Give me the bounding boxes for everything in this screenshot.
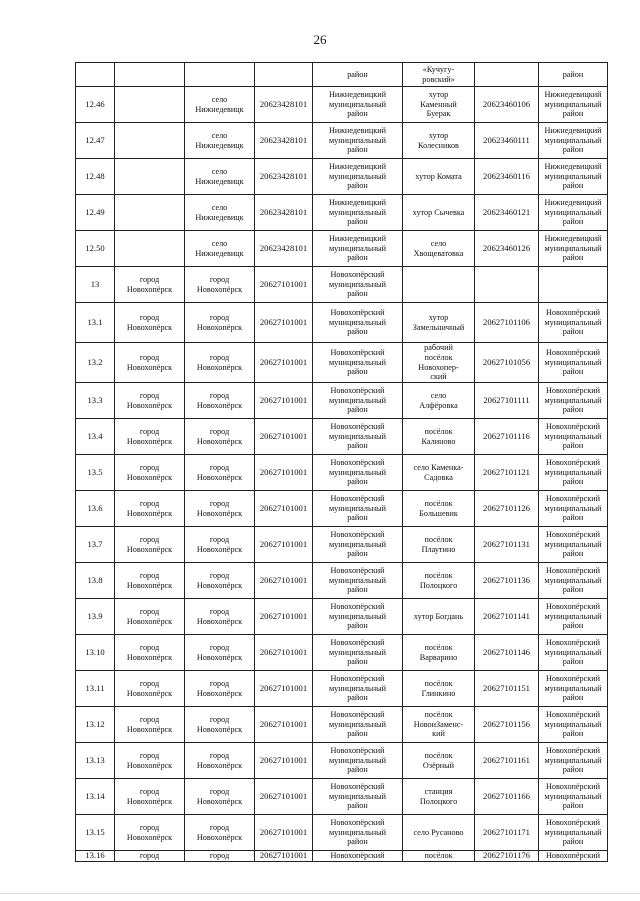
district-cell: Новохопёрский муниципальный район [313, 455, 403, 491]
district-cell: Новохопёрский муниципальный район [313, 671, 403, 707]
locality-district-cell: Новохопёрский муниципальный район [539, 343, 608, 383]
table-row [76, 63, 608, 87]
settlement-cell: город Новохопёрск [185, 815, 255, 851]
locality-district-cell: Новохопёрский муниципальный район [539, 527, 608, 563]
row-number-cell: 13.9 [76, 599, 115, 635]
municipality-cell: город Новохопёрск [115, 267, 185, 303]
locality-district-cell: Новохопёрский муниципальный район [539, 419, 608, 455]
locality-cell: село Каменка- Садовка [403, 455, 475, 491]
settlement-cell: село Нижнедевицк [185, 195, 255, 231]
settlement-cell: город Новохопёрск [185, 743, 255, 779]
settlement-cell: село Нижнедевицк [185, 123, 255, 159]
settlement-code-cell: 20627101001 [255, 779, 313, 815]
settlement-code-cell: 20627101001 [255, 343, 313, 383]
locality-cell: хутор Комата [403, 159, 475, 195]
municipality-cell: город Новохопёрск [115, 343, 185, 383]
settlement-code-cell: 20623428101 [255, 195, 313, 231]
row-number-cell: 13.1 [76, 303, 115, 343]
district-cell: Новохопёрский муниципальный район [313, 779, 403, 815]
page-number: 26 [313, 32, 327, 47]
district-cell: Новохопёрский муниципальный район [313, 707, 403, 743]
locality-district-cell: Новохопёрский муниципальный район [539, 671, 608, 707]
locality-code-cell: 20623460121 [475, 195, 539, 231]
municipality-cell [115, 159, 185, 195]
locality-district-cell: Новохопёрский муниципальный район [539, 563, 608, 599]
municipality-cell: город Новохопёрск [115, 563, 185, 599]
locality-code-cell: 20627101136 [475, 563, 539, 599]
locality-cell: село Алфёровка [403, 383, 475, 419]
table-row [76, 195, 608, 231]
municipality-cell [115, 123, 185, 159]
row-number-cell: 13.6 [76, 491, 115, 527]
settlement-cell: город Новохопёрск [185, 419, 255, 455]
settlement-cell: село Нижнедевицк [185, 87, 255, 123]
locality-district-cell: Нижнедевицкий муниципальный район [539, 159, 608, 195]
locality-district-cell: Новохопёрский муниципальный район [539, 599, 608, 635]
municipality-cell: город Новохопёрск [115, 527, 185, 563]
locality-district-cell [539, 267, 608, 303]
locality-code-cell: 20627101151 [475, 671, 539, 707]
locality-code-cell: 20627101126 [475, 491, 539, 527]
settlement-cell: город Новохопёрск [185, 527, 255, 563]
row-number-cell: 13.3 [76, 383, 115, 419]
settlement-cell: город [185, 851, 255, 862]
row-number-cell: 13.5 [76, 455, 115, 491]
table-row [76, 419, 608, 455]
settlement-cell: город Новохопёрск [185, 779, 255, 815]
table-row [76, 635, 608, 671]
settlement-code-cell: 20623428101 [255, 159, 313, 195]
locality-code-cell: 20627101156 [475, 707, 539, 743]
district-cell: Нижнедевицкий муниципальный район [313, 195, 403, 231]
row-number-cell: 12.47 [76, 123, 115, 159]
municipality-cell: город Новохопёрск [115, 743, 185, 779]
municipality-cell: город Новохопёрск [115, 707, 185, 743]
locality-district-cell: Новохопёрский муниципальный район [539, 635, 608, 671]
table-row [76, 743, 608, 779]
settlement-cell: город Новохопёрск [185, 635, 255, 671]
municipality-cell: город Новохопёрск [115, 303, 185, 343]
row-number-cell: 13 [76, 267, 115, 303]
row-number-cell: 12.48 [76, 159, 115, 195]
locality-code-cell [475, 63, 539, 87]
settlement-code-cell: 20627101001 [255, 383, 313, 419]
settlement-cell: город Новохопёрск [185, 303, 255, 343]
district-cell: Нижнедевицкий муниципальный район [313, 231, 403, 267]
locality-cell: хутор Сычевка [403, 195, 475, 231]
municipality-cell: город Новохопёрск [115, 635, 185, 671]
table-row [76, 343, 608, 383]
table-row [76, 231, 608, 267]
table-row [76, 671, 608, 707]
municipality-cell: город [115, 851, 185, 862]
locality-district-cell: Новохопёрский муниципальный район [539, 815, 608, 851]
municipality-cell [115, 87, 185, 123]
table-row [76, 599, 608, 635]
municipality-cell [115, 195, 185, 231]
locality-code-cell: 20627101121 [475, 455, 539, 491]
table-body [76, 63, 608, 862]
municipality-cell: город Новохопёрск [115, 491, 185, 527]
settlement-cell: город Новохопёрск [185, 671, 255, 707]
row-number-cell: 13.2 [76, 343, 115, 383]
settlement-code-cell: 20627101001 [255, 635, 313, 671]
settlement-code-cell: 20627101001 [255, 671, 313, 707]
row-number-cell: 13.13 [76, 743, 115, 779]
settlement-code-cell [255, 63, 313, 87]
locality-code-cell: 20627101176 [475, 851, 539, 862]
locality-district-cell: Нижнедевицкий муниципальный район [539, 195, 608, 231]
settlement-code-cell: 20623428101 [255, 123, 313, 159]
locality-cell: посёлок Калиново [403, 419, 475, 455]
row-number-cell: 13.16 [76, 851, 115, 862]
locality-district-cell: Новохопёрский муниципальный район [539, 779, 608, 815]
page-bottom-rule [0, 893, 640, 894]
locality-district-cell: Новохопёрский муниципальный район [539, 743, 608, 779]
locality-cell: хутор Колесников [403, 123, 475, 159]
locality-cell: рабочий посёлок Новохопер- ский [403, 343, 475, 383]
municipality-cell [115, 231, 185, 267]
municipality-cell: город Новохопёрск [115, 383, 185, 419]
district-cell: Нижнедевицкий муниципальный район [313, 123, 403, 159]
locality-code-cell: 20627101111 [475, 383, 539, 419]
locality-district-cell: Новохопёрский муниципальный район [539, 707, 608, 743]
locality-cell: хутор Замельничный [403, 303, 475, 343]
locality-cell: посёлок Большевик [403, 491, 475, 527]
settlement-cell: город Новохопёрск [185, 455, 255, 491]
row-number-cell: 13.4 [76, 419, 115, 455]
row-number-cell [76, 63, 115, 87]
district-cell: Новохопёрский муниципальный район [313, 383, 403, 419]
locality-district-cell: Новохопёрский [539, 851, 608, 862]
locality-code-cell: 20627101056 [475, 343, 539, 383]
locality-district-cell: Нижнедевицкий муниципальный район [539, 231, 608, 267]
locality-code-cell: 20623460126 [475, 231, 539, 267]
table-row [76, 779, 608, 815]
district-cell: Новохопёрский муниципальный район [313, 563, 403, 599]
table-row [76, 707, 608, 743]
row-number-cell: 13.11 [76, 671, 115, 707]
table-row [76, 123, 608, 159]
settlement-cell: село Нижнедевицк [185, 159, 255, 195]
row-number-cell: 12.46 [76, 87, 115, 123]
settlement-code-cell: 20627101001 [255, 455, 313, 491]
locality-code-cell: 20627101141 [475, 599, 539, 635]
settlement-cell: город Новохопёрск [185, 707, 255, 743]
settlement-code-cell: 20623428101 [255, 231, 313, 267]
settlement-code-cell: 20627101001 [255, 599, 313, 635]
settlement-code-cell: 20627101001 [255, 707, 313, 743]
locality-district-cell: Нижнедевицкий муниципальный район [539, 123, 608, 159]
municipality-cell: город Новохопёрск [115, 671, 185, 707]
locality-cell: посёлок Глинкино [403, 671, 475, 707]
row-number-cell: 12.49 [76, 195, 115, 231]
row-number-cell: 13.12 [76, 707, 115, 743]
district-cell: Нижнедевицкий муниципальный район [313, 159, 403, 195]
row-number-cell: 13.10 [76, 635, 115, 671]
settlement-code-cell: 20627101001 [255, 527, 313, 563]
table-row [76, 815, 608, 851]
settlement-cell: город Новохопёрск [185, 267, 255, 303]
locality-district-cell: Новохопёрский муниципальный район [539, 491, 608, 527]
district-cell: Новохопёрский муниципальный район [313, 267, 403, 303]
table-row [76, 851, 608, 862]
district-cell: Новохопёрский муниципальный район [313, 303, 403, 343]
municipality-cell: город Новохопёрск [115, 599, 185, 635]
locality-code-cell: 20627101166 [475, 779, 539, 815]
locality-cell: посёлок Плаутино [403, 527, 475, 563]
table-row [76, 303, 608, 343]
locality-cell: посёлок Озёрный [403, 743, 475, 779]
municipality-cell: город Новохопёрск [115, 455, 185, 491]
table-row [76, 159, 608, 195]
locality-code-cell: 20623460116 [475, 159, 539, 195]
table-row [76, 267, 608, 303]
locality-cell: село Русаново [403, 815, 475, 851]
table-row [76, 455, 608, 491]
locality-code-cell: 20627101116 [475, 419, 539, 455]
settlement-code-cell: 20627101001 [255, 419, 313, 455]
table-row [76, 383, 608, 419]
district-cell: Новохопёрский муниципальный район [313, 419, 403, 455]
settlements-table [75, 62, 608, 862]
locality-district-cell: район [539, 63, 608, 87]
locality-district-cell: Новохопёрский муниципальный район [539, 303, 608, 343]
locality-code-cell: 20627101146 [475, 635, 539, 671]
table-row [76, 87, 608, 123]
locality-district-cell: Новохопёрский муниципальный район [539, 455, 608, 491]
settlement-code-cell: 20627101001 [255, 743, 313, 779]
locality-cell: село Хвощеватовка [403, 231, 475, 267]
municipality-cell [115, 63, 185, 87]
locality-cell: посёлок Варварино [403, 635, 475, 671]
row-number-cell: 13.15 [76, 815, 115, 851]
locality-district-cell: Новохопёрский муниципальный район [539, 383, 608, 419]
locality-code-cell: 20627101131 [475, 527, 539, 563]
locality-cell: посёлок Полоцкого [403, 563, 475, 599]
district-cell: Новохопёрский муниципальный район [313, 743, 403, 779]
settlement-cell: город Новохопёрск [185, 491, 255, 527]
locality-code-cell: 20627101106 [475, 303, 539, 343]
locality-cell: посёлок НовоиЗаменс- кий [403, 707, 475, 743]
district-cell: Новохопёрский муниципальный район [313, 599, 403, 635]
table-row [76, 563, 608, 599]
municipality-cell: город Новохопёрск [115, 815, 185, 851]
row-number-cell: 13.8 [76, 563, 115, 599]
settlement-cell: город Новохопёрск [185, 343, 255, 383]
locality-cell [403, 267, 475, 303]
locality-code-cell: 20623460106 [475, 87, 539, 123]
locality-code-cell [475, 267, 539, 303]
district-cell: район [313, 63, 403, 87]
district-cell: Новохопёрский муниципальный район [313, 815, 403, 851]
locality-district-cell: Нижнедевицкий муниципальный район [539, 87, 608, 123]
locality-cell: хутор Богдань [403, 599, 475, 635]
locality-cell: «Кучугу- ровский» [403, 63, 475, 87]
district-cell: Новохопёрский [313, 851, 403, 862]
locality-cell: хутор Каменный Буерак [403, 87, 475, 123]
settlement-code-cell: 20623428101 [255, 87, 313, 123]
row-number-cell: 13.7 [76, 527, 115, 563]
row-number-cell: 12.50 [76, 231, 115, 267]
settlement-code-cell: 20627101001 [255, 267, 313, 303]
municipality-cell: город Новохопёрск [115, 779, 185, 815]
district-cell: Нижнедевицкий муниципальный район [313, 87, 403, 123]
settlement-code-cell: 20627101001 [255, 491, 313, 527]
settlement-code-cell: 20627101001 [255, 851, 313, 862]
settlement-code-cell: 20627101001 [255, 815, 313, 851]
settlement-code-cell: 20627101001 [255, 303, 313, 343]
district-cell: Новохопёрский муниципальный район [313, 635, 403, 671]
district-cell: Новохопёрский муниципальный район [313, 527, 403, 563]
locality-code-cell: 20627101171 [475, 815, 539, 851]
settlement-cell [185, 63, 255, 87]
locality-cell: станция Полоцкого [403, 779, 475, 815]
row-number-cell: 13.14 [76, 779, 115, 815]
settlement-cell: село Нижнедевицк [185, 231, 255, 267]
settlement-cell: город Новохопёрск [185, 563, 255, 599]
district-cell: Новохопёрский муниципальный район [313, 343, 403, 383]
locality-code-cell: 20623460111 [475, 123, 539, 159]
municipality-cell: город Новохопёрск [115, 419, 185, 455]
settlement-cell: город Новохопёрск [185, 599, 255, 635]
locality-code-cell: 20627101161 [475, 743, 539, 779]
district-cell: Новохопёрский муниципальный район [313, 491, 403, 527]
table-row [76, 491, 608, 527]
settlement-code-cell: 20627101001 [255, 563, 313, 599]
locality-cell: посёлок [403, 851, 475, 862]
table-row [76, 527, 608, 563]
settlement-cell: город Новохопёрск [185, 383, 255, 419]
